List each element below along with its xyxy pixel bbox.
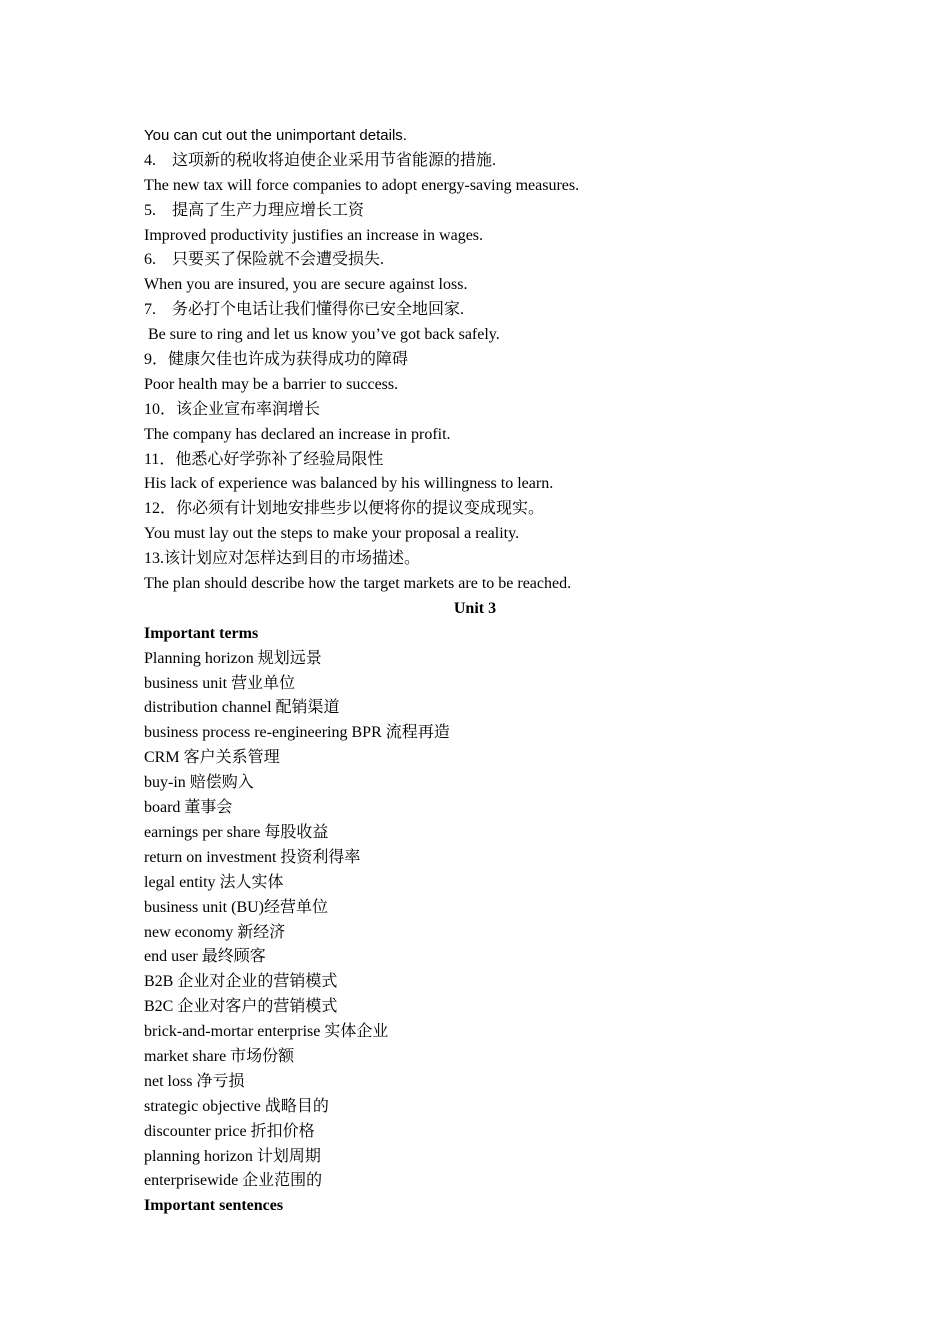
term-item: Planning horizon 规划远景 bbox=[144, 649, 322, 667]
sentence-list bbox=[144, 149, 806, 597]
sentence-zh: 6. 只要买了保险就不会遭受损失. bbox=[144, 251, 385, 269]
term-item: earnings per share 每股收益 bbox=[144, 823, 329, 841]
sentence-zh: 11．他悉心好学弥补了经验局限性 bbox=[144, 450, 384, 468]
sentence-zh: 4. 这项新的税收将迫使企业采用节省能源的措施. bbox=[144, 151, 497, 169]
sentence-zh: 12．你必须有计划地安排些步以便将你的提议变成现实。 bbox=[144, 500, 545, 518]
term-item: buy-in 赔偿购入 bbox=[144, 774, 254, 792]
sentence-en: The plan should describe how the target markets are to be reached. bbox=[144, 575, 572, 593]
sentence-zh: 9．健康欠佳也许成为获得成功的障碍 bbox=[144, 351, 409, 369]
sentence-zh: 7. 务必打个电话让我们懂得你已安全地回家. bbox=[144, 301, 465, 319]
term-item: CRM 客户关系管理 bbox=[144, 749, 280, 767]
term-item: discounter price 折扣价格 bbox=[144, 1122, 315, 1140]
term-item: legal entity 法人实体 bbox=[144, 873, 284, 891]
sentence-zh: 10．该企业宣布率润增长 bbox=[144, 400, 321, 418]
term-item: end user 最终顾客 bbox=[144, 948, 266, 966]
unit-title: Unit 3 bbox=[453, 599, 497, 617]
sentence-en: The company has declared an increase in profit. bbox=[144, 425, 451, 443]
term-item: board 董事会 bbox=[144, 799, 233, 817]
document-page bbox=[144, 124, 806, 1219]
term-item: enterprisewide 企业范围的 bbox=[144, 1172, 323, 1190]
term-item: brick-and-mortar enterprise 实体企业 bbox=[144, 1023, 389, 1041]
term-item: new economy 新经济 bbox=[144, 923, 286, 941]
term-item: B2C 企业对客户的营销模式 bbox=[144, 998, 338, 1016]
sentence-en: Poor health may be a barrier to success. bbox=[144, 375, 399, 393]
sentence-zh: 5. 提高了生产力理应增长工资 bbox=[144, 201, 365, 219]
terms-list bbox=[144, 647, 806, 1195]
term-item: return on investment 投资利得率 bbox=[144, 848, 361, 866]
sentences-heading: Important sentences bbox=[144, 1197, 284, 1215]
sentence-en: Be sure to ring and let us know you’ve got back safely. bbox=[144, 326, 500, 344]
term-item: planning horizon 计划周期 bbox=[144, 1147, 321, 1165]
term-item: strategic objective 战略目的 bbox=[144, 1097, 329, 1115]
term-item: distribution channel 配销渠道 bbox=[144, 699, 340, 717]
term-item: market share 市场份额 bbox=[144, 1047, 295, 1065]
term-item: business unit (BU)经营单位 bbox=[144, 898, 329, 916]
sentence-zh: 13.该计划应对怎样达到目的市场描述。 bbox=[144, 550, 421, 568]
term-item: B2B 企业对企业的营销模式 bbox=[144, 973, 338, 991]
sentence-en: The new tax will force companies to adopt energy-saving measures. bbox=[144, 176, 580, 194]
sentence-en: You must lay out the steps to make your proposal a reality. bbox=[144, 525, 520, 543]
sentence-en: His lack of experience was balanced by his willingness to learn. bbox=[144, 475, 554, 493]
intro-line: You can cut out the unimportant details. bbox=[144, 127, 407, 144]
terms-heading: Important terms bbox=[144, 624, 259, 642]
term-item: net loss 净亏损 bbox=[144, 1072, 245, 1090]
term-item: business unit 营业单位 bbox=[144, 674, 296, 692]
sentence-en: Improved productivity justifies an increase in wages. bbox=[144, 226, 484, 244]
sentence-en: When you are insured, you are secure against loss. bbox=[144, 276, 468, 294]
term-item: business process re-engineering BPR 流程再造 bbox=[144, 724, 450, 742]
